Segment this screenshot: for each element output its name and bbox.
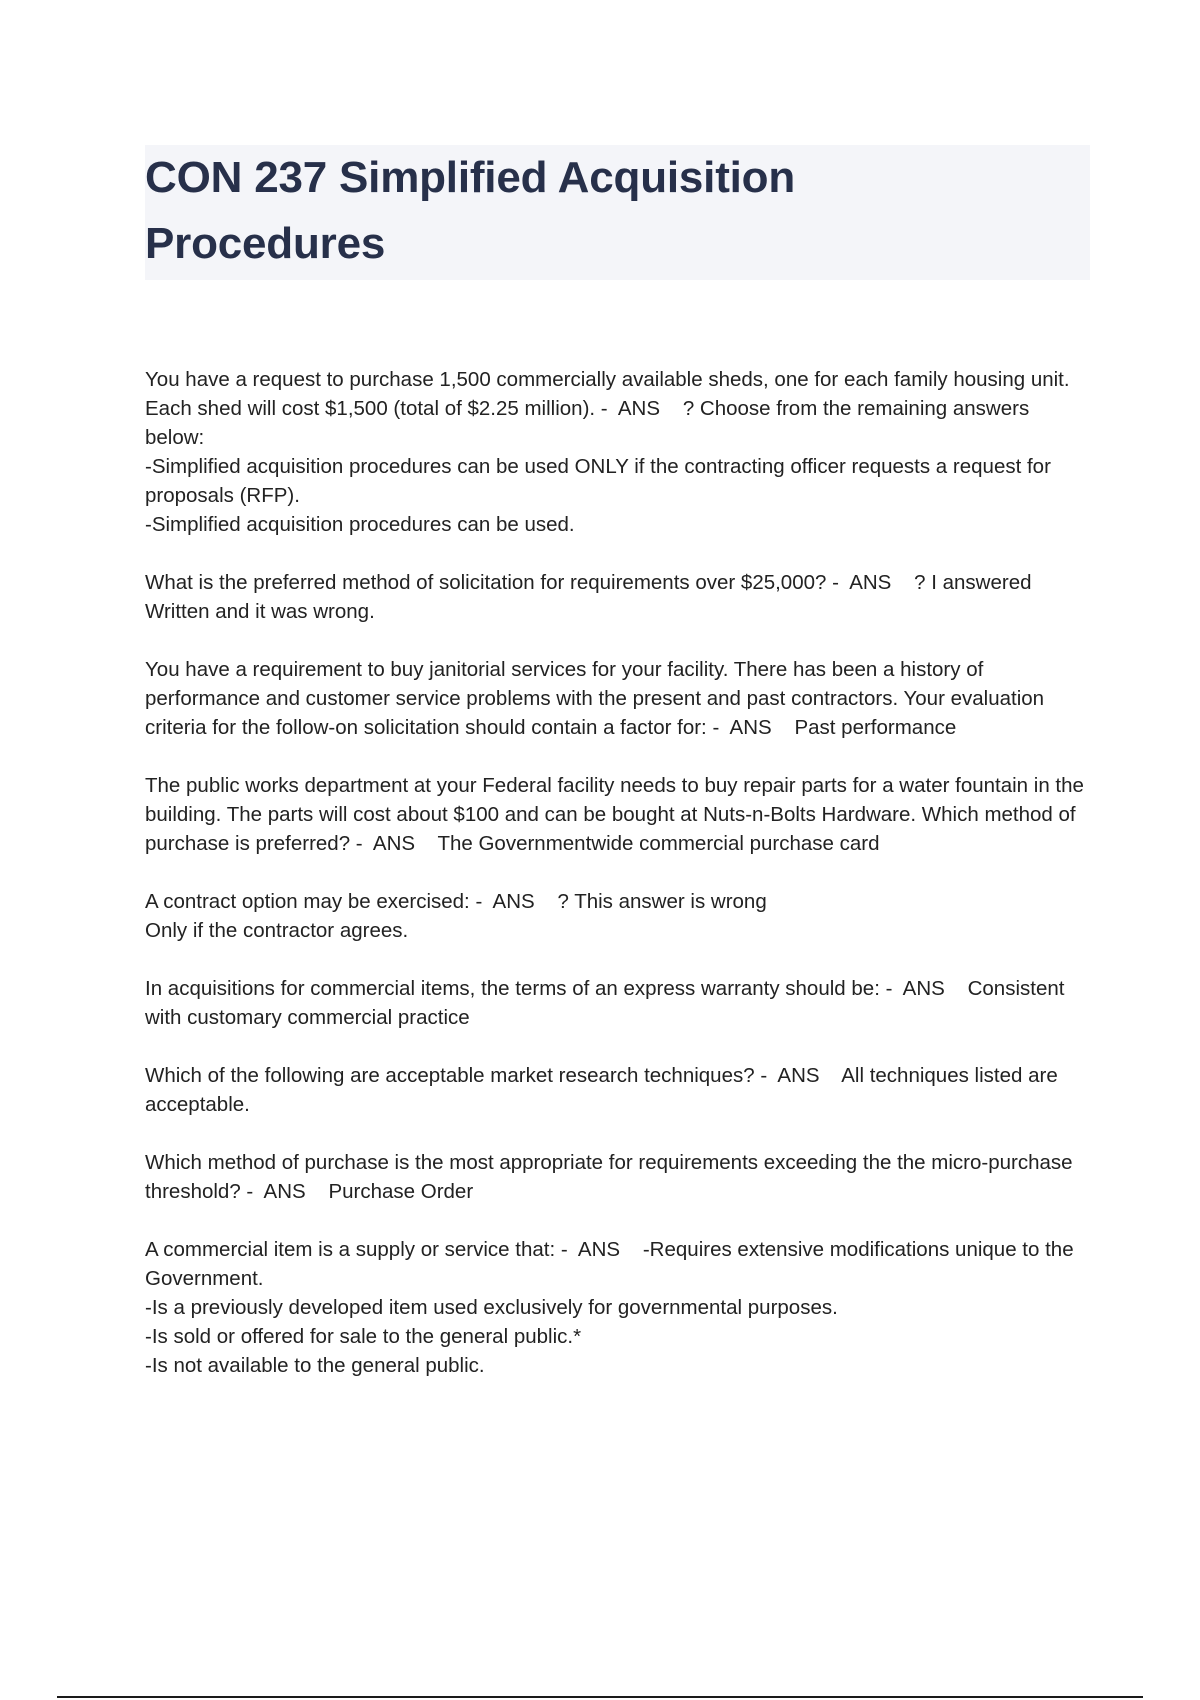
qa-item <box>145 974 1090 1032</box>
qa-line: A contract option may be exercised: - ANS ? This answer is wrong <box>145 890 767 913</box>
qa-line: -Is sold or offered for sale to the general public.* <box>145 1325 582 1348</box>
qa-item <box>145 365 1090 539</box>
qa-line: -Is a previously developed item used exclusively for governmental purposes. <box>145 1296 838 1319</box>
qa-item <box>145 771 1090 858</box>
qa-line: You have a request to purchase 1,500 commercially available sheds, one for each family housing unit. Each shed will cost $1,500 (total of $2.25 million). - ANS ? Choose from the remaining answers below: <box>145 368 1076 449</box>
qa-item <box>145 1148 1090 1206</box>
qa-item <box>145 1235 1090 1380</box>
title-banner <box>145 145 1090 280</box>
document-title: CON 237 Simplified Acquisition Procedures <box>145 153 796 268</box>
qa-list <box>145 365 1090 1409</box>
qa-line: -Simplified acquisition procedures can be used ONLY if the contracting officer requests a request for proposals (RFP). <box>145 455 1057 507</box>
qa-line: Which method of purchase is the most appropriate for requirements exceeding the the micro-purchase threshold? - ANS Purchase Order <box>145 1151 1079 1203</box>
qa-item <box>145 887 1090 945</box>
qa-line: -Simplified acquisition procedures can be used. <box>145 513 575 536</box>
qa-line: What is the preferred method of solicitation for requirements over $25,000? - ANS ? I answered Written and it was wrong. <box>145 571 1038 623</box>
footer-divider <box>57 1696 1143 1698</box>
qa-line: You have a requirement to buy janitorial services for your facility. There has been a history of performance and customer service problems with the present and past contractors. Your evaluation criteria for the follow-on solicitation should contain a factor for: - ANS Past performance <box>145 658 1050 739</box>
qa-item <box>145 568 1090 626</box>
qa-line: The public works department at your Federal facility needs to buy repair parts for a water fountain in the building. The parts will cost about $100 and can be bought at Nuts-n-Bolts Hardware. Which method of purchase is preferred? - ANS The Governmentwide commercial purchase card <box>145 774 1090 855</box>
qa-line: Only if the contractor agrees. <box>145 919 409 942</box>
qa-line: A commercial item is a supply or service that: - ANS -Requires extensive modifications unique to the Government. <box>145 1238 1080 1290</box>
qa-line: Which of the following are acceptable market research techniques? - ANS All techniques listed are acceptable. <box>145 1064 1064 1116</box>
qa-item <box>145 1061 1090 1119</box>
qa-line: -Is not available to the general public. <box>145 1354 485 1377</box>
qa-line: In acquisitions for commercial items, the terms of an express warranty should be: - ANS Consistent with customary commercial practice <box>145 977 1071 1029</box>
qa-item <box>145 655 1090 742</box>
